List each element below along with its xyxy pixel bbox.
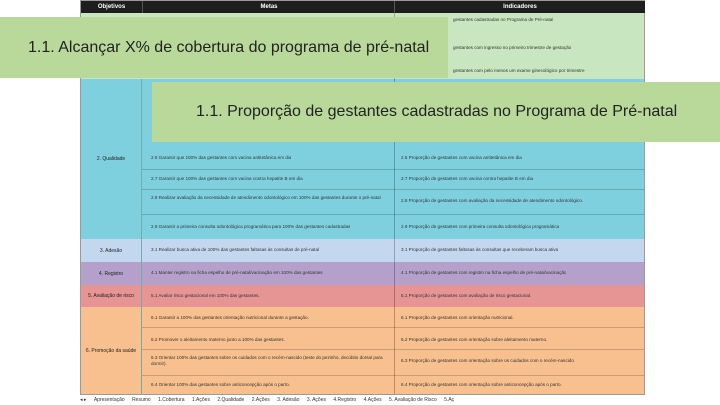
indicator-cell[interactable]: gestantes com pelo menos um exame ginecológico por trimestre xyxy=(453,68,585,73)
callout-meta xyxy=(0,17,448,78)
sheet-tab[interactable]: 5. Avaliação de Risco xyxy=(389,397,437,403)
meta-cell[interactable]: 3.1 Realizar busca ativa de 100% das gestantes faltosas às consultas de pré-natal xyxy=(151,247,320,252)
indicator-cell[interactable]: gestantes cadastradas no Programa de Pré-natal xyxy=(453,17,554,22)
block-adesao xyxy=(81,239,644,262)
meta-cell[interactable]: 6.4 Orientar 100% das gestantes sobre anticoncepção após o parto. xyxy=(151,382,290,387)
block-registro xyxy=(81,262,644,285)
sheet-tab[interactable]: 5.Aç xyxy=(444,397,455,403)
sheet-tab[interactable]: Resumo xyxy=(132,397,151,403)
indicator-cell[interactable]: 2.9 Proporção de gestantes com primeira consulta odontológica programática xyxy=(401,224,560,229)
meta-cell[interactable]: 2.8 Realizar avaliação da necessidade de atendimento odontológico em 100% das gestantes durante o pré-natal xyxy=(151,195,381,200)
sheet-tab[interactable]: 2.Qualidade xyxy=(217,397,245,403)
indicator-cell[interactable]: 3.1 Proporção de gestantes faltosas às consultas que receberam busca ativa xyxy=(401,247,559,252)
objetivo-promocao[interactable]: 6. Promoção da saúde xyxy=(81,307,142,394)
sheet-tab[interactable]: 2.Ações xyxy=(251,397,270,403)
indicator-cell[interactable]: 5.1 Proporção de gestantes com avaliação de risco gestacional. xyxy=(401,293,532,298)
header-indicadores[interactable]: Indicadores xyxy=(394,1,645,13)
objetivo-qualidade[interactable]: 2. Qualidade xyxy=(81,79,142,239)
sheet-tab[interactable]: Apresentação xyxy=(93,397,125,403)
objetivo-registro[interactable]: 4. Registro xyxy=(81,262,142,285)
meta-cell[interactable]: 6.1 Garantir a 100% das gestantes orientação nutricional durante a gestação. xyxy=(151,315,309,320)
row-divider xyxy=(142,169,644,170)
indicator-cell[interactable]: 6.2 Proporção de gestantes com orientação sobre aleitamento materno. xyxy=(401,337,548,342)
row-divider xyxy=(142,189,644,190)
row-divider xyxy=(142,214,644,215)
row-divider xyxy=(142,349,644,350)
row-divider xyxy=(142,375,644,376)
sheet-tab[interactable]: 3. Ações xyxy=(306,397,326,403)
sheet-tab[interactable]: 1.Ações xyxy=(191,397,210,403)
sheet-tab[interactable]: 4.Ações xyxy=(363,397,382,403)
meta-cell[interactable]: 5.1 Avaliar risco gestacional em 100% das gestantes. xyxy=(151,293,260,298)
block-avaliacao xyxy=(81,285,644,307)
row-divider xyxy=(142,327,644,328)
callout-indicador-text: 1.1. Proporção de gestantes cadastradas no Programa de Pré-natal xyxy=(196,103,678,120)
callout-indicador xyxy=(152,82,720,142)
meta-cell[interactable]: 2.5 Garantir que 100% das gestantes com vacina antitetânica em dia xyxy=(151,155,292,160)
meta-cell[interactable]: 2.7 Garantir que 100% das gestantes com vacina contra hepatite B em dia xyxy=(151,176,303,181)
objetivo-avaliacao[interactable]: 5. Avaliação de risco xyxy=(81,285,142,307)
tab-nav-arrows[interactable]: ◂ ▸ xyxy=(80,397,88,403)
callout-meta-text: 1.1. Alcançar X% de cobertura do programa de pré-natal xyxy=(28,38,430,56)
meta-cell[interactable]: 2.9 Garantir a primeira consulta odontológica programática para 100% das gestantes cadastradas xyxy=(151,224,351,229)
sheet-tab[interactable]: 4.Registro xyxy=(333,397,357,403)
meta-cell[interactable]: 6.2 Promover o aleitamento materno junto a 100% das gestantes. xyxy=(151,337,285,342)
indicator-cell[interactable]: gestantes com ingresso no primeiro trimestre de gestação xyxy=(453,45,572,50)
indicator-cell[interactable]: 2.8 Proporção de gestantes com avaliação da necessidade de atendimento odontológico. xyxy=(401,198,584,203)
block-promocao xyxy=(81,307,644,394)
indicator-cell[interactable]: 4.1 Proporção de gestantes com registro na ficha espelho de pré-natal/vacinação xyxy=(401,270,567,275)
indicator-cell[interactable]: 6.4 Proporção de gestantes com orientação sobre anticoncepção após o parto. xyxy=(401,382,562,387)
indicator-cell[interactable]: 2.5 Proporção de gestantes com vacina antitetânica em dia xyxy=(401,155,522,160)
header-metas[interactable]: Metas xyxy=(142,1,395,13)
sheet-tabs xyxy=(80,396,643,405)
indicator-cell[interactable]: 2.7 Proporção de gestantes com vacina contra hepatite B em dia xyxy=(401,176,534,181)
sheet-tab[interactable]: 1.Cobertura xyxy=(158,397,185,403)
indicator-cell[interactable]: 6.3 Proporção de gestantes com orientação sobre os cuidados com o recém-nascido xyxy=(401,358,574,363)
meta-cell[interactable]: 4.1 Manter registro na ficha espelho de pré-natal/vacinação em 100% das gestantes xyxy=(151,270,323,275)
objetivo-adesao[interactable]: 3. Adesão xyxy=(81,239,142,262)
sheet-tab[interactable]: 3. Adesão xyxy=(277,397,300,403)
indicator-cell[interactable]: 6.1 Proporção de gestantes com orientação nutricional. xyxy=(401,315,514,320)
header-objetivos[interactable]: Objetivos xyxy=(81,1,142,13)
meta-cell[interactable]: 6.3 Orientar 100% das gestantes sobre os cuidados com o recém-nascido (teste do pezinho, decúbito dorsal para dormir). xyxy=(151,355,383,366)
